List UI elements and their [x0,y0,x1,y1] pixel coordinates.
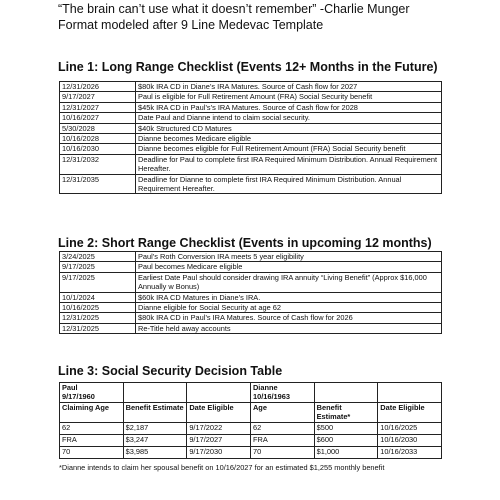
social-security-table [59,382,442,459]
table-row [60,272,442,292]
table-row [60,82,442,92]
date-cell: 3/24/2025 [60,252,136,262]
date-cell: 12/31/2035 [60,174,136,194]
table-row [60,262,442,272]
date-cell: 12/31/2032 [60,154,136,174]
date-cell: 12/31/2025 [60,323,136,333]
table-row [60,303,442,313]
table-cell [187,383,251,403]
table-row [60,422,442,434]
line3-heading: Line 3: Social Security Decision Table [58,364,283,378]
table-row [60,434,442,446]
event-cell: $40k Structured CD Matures [136,123,442,133]
table-row [60,154,442,174]
table-row [60,252,442,262]
event-cell: Dianne becomes eligible for Full Retirement Amount (FRA) Social Security benefit [136,144,442,154]
event-cell: $80k IRA CD in Diane’s IRA Matures. Source of Cash flow for 2027 [136,82,442,92]
table-cell: FRA [250,434,314,446]
table-row [60,446,442,458]
table-row [60,174,442,194]
table-header-row [60,402,442,422]
quote-line: “The brain can’t use what it doesn’t remember” -Charlie Munger [58,2,410,16]
event-cell: Re-Title held away accounts [136,323,442,333]
table-cell: 62 [60,422,124,434]
col-header-benefit-star: Benefit Estimate* [314,402,378,422]
table-row [60,123,442,133]
long-range-table [59,81,442,194]
date-cell: 10/16/2030 [60,144,136,154]
table-row [60,102,442,112]
table-cell: 10/16/2030 [378,434,442,446]
table-row [60,313,442,323]
table-cell: $3,247 [123,434,187,446]
date-cell: 9/17/2027 [60,92,136,102]
date-cell: 12/31/2027 [60,102,136,112]
table-cell: 62 [250,422,314,434]
table-cell: $2,187 [123,422,187,434]
event-cell: Earliest Date Paul should consider drawing IRA annuity “Living Benefit” (Approx $16,000 Annually w Bonus) [136,272,442,292]
table-cell: 70 [250,446,314,458]
date-cell: 10/16/2025 [60,303,136,313]
footnote: *Dianne intends to claim her spousal benefit on 10/16/2027 for an estimated $1,255 monthly benefit [59,463,385,472]
date-cell: 12/31/2026 [60,82,136,92]
table-cell: 9/17/2022 [187,422,251,434]
table-cell: $600 [314,434,378,446]
col-header-date2: Date Eligible [378,402,442,422]
date-cell: 9/17/2025 [60,272,136,292]
date-cell: 5/30/2028 [60,123,136,133]
col-header-date: Date Eligible [187,402,251,422]
table-row [60,113,442,123]
event-cell: Dianne eligible for Social Security at age 62 [136,303,442,313]
short-range-table [59,251,442,334]
event-cell: Dianne becomes Medicare eligible [136,134,442,144]
table-cell [123,383,187,403]
paul-header-cell [60,383,124,403]
table-cell [378,383,442,403]
table-cell: 9/17/2027 [187,434,251,446]
dianne-dob: 10/16/1963 [252,392,290,402]
dianne-header-cell [250,383,314,403]
date-cell: 10/1/2024 [60,292,136,302]
col-header-age: Age [250,402,314,422]
table-cell: 9/17/2030 [187,446,251,458]
table-row [60,292,442,302]
paul-dob: 9/17/1960 [62,392,95,402]
event-cell: $60k IRA CD Matures in Diane’s IRA. [136,292,442,302]
event-cell: Deadline for Paul to complete first IRA Required Minimum Distribution. Annual Requirement Hereafter. [136,154,442,174]
table-cell: 70 [60,446,124,458]
col-header-claiming-age: Claiming Age [60,402,124,422]
line2-heading: Line 2: Short Range Checklist (Events in upcoming 12 months) [58,236,432,250]
paul-name: Paul [62,383,78,392]
line1-heading: Line 1: Long Range Checklist (Events 12+ Months in the Future) [58,60,438,74]
table-row [60,144,442,154]
date-cell: 10/16/2027 [60,113,136,123]
table-cell: $500 [314,422,378,434]
event-cell: Deadline for Dianne to complete first IRA Required Minimum Distribution. Annual Requirement Hereafter. [136,174,442,194]
dianne-name: Dianne [252,383,278,392]
event-cell: $80k IRA CD in Paul’s IRA Matures. Source of Cash flow for 2026 [136,313,442,323]
date-cell: 12/31/2025 [60,313,136,323]
table-cell [314,383,378,403]
table-row [60,383,442,403]
event-cell: Date Paul and Dianne intend to claim social security. [136,113,442,123]
table-cell: FRA [60,434,124,446]
event-cell: $45k IRA CD in Paul’s’s IRA Matures. Source of Cash flow for 2028 [136,102,442,112]
table-cell: $1,000 [314,446,378,458]
event-cell: Paul becomes Medicare eligible [136,262,442,272]
event-cell: Paul is eligible for Full Retirement Amount (FRA) Social Security benefit [136,92,442,102]
table-cell: 10/16/2033 [378,446,442,458]
table-row [60,92,442,102]
date-cell: 10/16/2028 [60,134,136,144]
table-row [60,323,442,333]
date-cell: 9/17/2025 [60,262,136,272]
event-cell: Paul’s Roth Conversion IRA meets 5 year eligibility [136,252,442,262]
table-cell: 10/16/2025 [378,422,442,434]
table-row [60,134,442,144]
table-cell: $3,985 [123,446,187,458]
col-header-benefit: Benefit Estimate [123,402,187,422]
subtitle-line: Format modeled after 9 Line Medevac Template [58,18,324,32]
